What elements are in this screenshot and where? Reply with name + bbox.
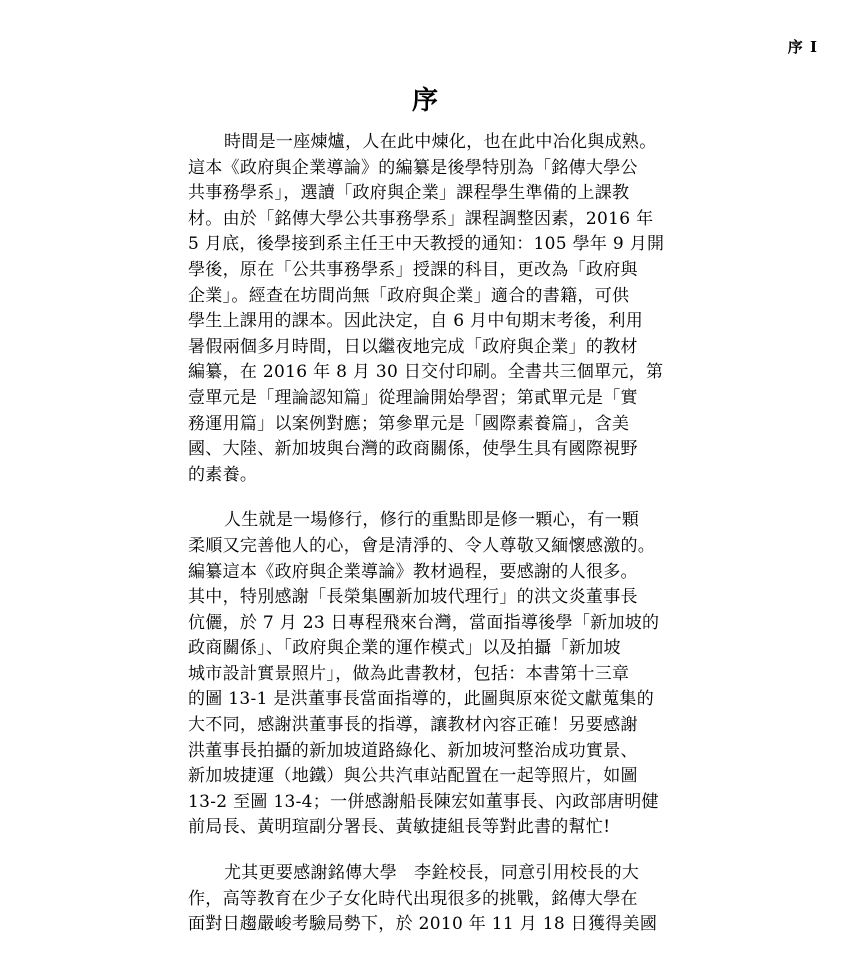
page-title: 序 xyxy=(411,86,438,116)
text-line: 政商關係」、「政府與企業的運作模式」以及拍攝「新加坡 xyxy=(188,638,621,659)
text-line: 企業」。經查在坊間尚無「政府與企業」適合的書籍，可供 xyxy=(188,285,630,306)
text-line: 面對日趨嚴峻考驗局勢下，於 2010 年 11 月 18 日獲得美國 xyxy=(188,914,658,935)
text-line: 暑假兩個多月時間，日以繼夜地完成「政府與企業」的教材 xyxy=(188,336,638,357)
text-line: 務運用篇」以案例對應；第參單元是「國際素養篇」，含美 xyxy=(188,413,630,434)
paragraph-2 xyxy=(188,508,676,841)
text-line: 大不同，感謝洪董事長的指導，讓教材內容正確！另要感謝 xyxy=(188,715,638,736)
text-line: 伉儷，於 7 月 23 日專程飛來台灣，當面指導後學「新加坡的 xyxy=(188,612,660,633)
text-line: 尤其更要感謝銘傳大學 李銓校長，同意引用校長的大 xyxy=(224,863,640,884)
text-line: 材。由於「銘傳大學公共事務學系」課程調整因素，2016 年 xyxy=(188,208,654,229)
text-line: 柔順又完善他人的心，會是清淨的、令人尊敬又緬懷感激的。 xyxy=(188,535,656,556)
text-line: 13-2 至圖 13-4；一併感謝船長陳宏如董事長、內政部唐明健 xyxy=(188,791,659,812)
text-line: 的素養。 xyxy=(188,464,258,485)
text-line: 其中，特別感謝「長榮集團新加坡代理行」的洪文炎董事長 xyxy=(188,587,638,608)
text-line: 編纂這本《政府與企業導論》教材過程，要感謝的人很多。 xyxy=(188,561,638,582)
text-line: 時間是一座煉爐，人在此中煉化，也在此中冶化與成熟。 xyxy=(224,132,657,152)
running-header: 序 I xyxy=(787,38,818,56)
text-line: 城市設計實景照片」，做為此書教材，包括：本書第十三章 xyxy=(188,663,630,684)
body-text xyxy=(188,130,676,958)
text-line: 作，高等教育在少子女化時代出現很多的挑戰，銘傳大學在 xyxy=(188,888,638,909)
paragraph-1 xyxy=(188,130,676,488)
text-line: 洪董事長拍攝的新加坡道路綠化、新加坡河整治成功實景、 xyxy=(188,740,638,761)
text-line: 的圖 13-1 是洪董事長當面指導的，此圖與原來從文獻蒐集的 xyxy=(188,689,654,710)
text-line: 新加坡捷運（地鐵）與公共汽車站配置在一起等照片，如圖 xyxy=(188,766,638,787)
text-line: 前局長、黃明瑄副分署長、黃敏捷組長等對此書的幫忙! xyxy=(188,817,611,838)
text-line: 學後，原在「公共事務學系」授課的科目，更改為「政府與 xyxy=(188,259,638,280)
text-line: 人生就是一場修行，修行的重點即是修一顆心，有一顆 xyxy=(224,510,640,531)
text-line: 這本《政府與企業導論》的編纂是後學特別為「銘傳大學公 xyxy=(188,157,638,178)
text-line: 壹單元是「理論認知篇」從理論開始學習；第貳單元是「實 xyxy=(188,387,638,408)
text-line: 編纂，在 2016 年 8 月 30 日交付印刷。全書共三個單元，第 xyxy=(188,362,664,383)
text-line: 學生上課用的課本。因此決定，自 6 月中旬期末考後，利用 xyxy=(188,311,644,332)
text-line: 5 月底，後學接到系主任王中天教授的通知：105 學年 9 月開 xyxy=(188,234,665,255)
text-line: 國、大陸、新加坡與台灣的政商關係，使學生具有國際視野 xyxy=(188,439,638,460)
text-line: 共事務學系」，選讀「政府與企業」課程學生準備的上課教 xyxy=(188,183,630,204)
paragraph-3 xyxy=(188,861,676,938)
